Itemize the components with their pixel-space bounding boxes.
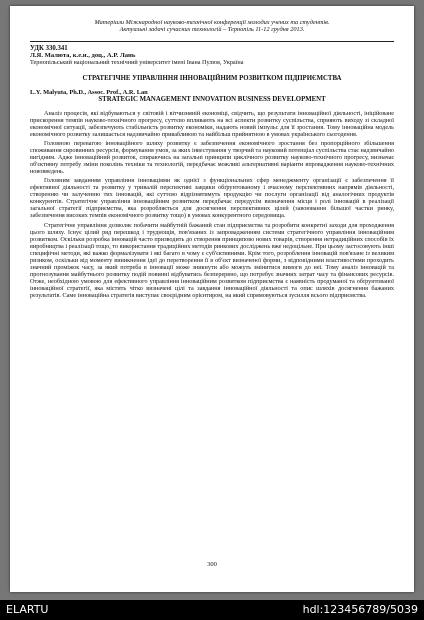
authors-ua: Л.Я. Малюта, к.е.н., доц., А.Р. Лань (30, 52, 136, 60)
affiliation: Тернопільський національний технічний університет імені Івана Пулюя, Україна (30, 59, 244, 67)
footer-handle: hdl:123456789/5039 (302, 603, 418, 616)
page-number: 300 (207, 561, 217, 568)
title-ua: СТРАТЕГІЧНЕ УПРАВЛІННЯ ІННОВАЦІЙНИМ РОЗВИТКОМ ПІДПРИЄМСТВА (82, 75, 342, 83)
conference-header (32, 19, 392, 34)
paragraph: Головною перевагою інноваційного шляху розвитку є забезпечення економічного зростання без пропорційного збільшення споживання сировинних ресурсів, формування умов, за яких інвестування у творчий та науковий потенціал суспільства стає надзвичайно вигідним. Аджe інноваційний розвиток, спираючись на загальні принципи циклічного розвитку науково-технічного прогресу, визначає об'єктивну потребу зміни поколінь техніки та технологій, передбачає можливі альтернативні варіанти впровадження науково-технічних нововведень. (30, 140, 394, 176)
article-body (30, 45, 394, 301)
document-page (10, 6, 414, 592)
header-divider (30, 41, 394, 42)
paragraph: Головним завданням управління інноваціями як однієї з функціональних сфер менеджменту організації є забезпечення її ефективної діяльності та розвитку у тривалій перспективі завдяки обґрунтованому і вчасному перспективних напрямів діяльності, створенню чи залученню тих інновацій, які суттєво відрізнятимуть продукцію чи послуги організації від аналогічних продуктів конкурентів. Стратегічне управління інноваційним розвитком передбачає передусім визначення місця і ролі інновацій в реалізації загальної стратегії підприємства, яка розробляється для досягнення перспективних цілей (завоювання більшої частки ринку, забезпечення високих темпів економічного розвитку тощо) в умовах конкурентного середовища. (30, 177, 394, 220)
paragraph: Аналіз процесів, які відбуваються у світовій і вітчизняній економіці, свідчить, що результати інноваційної діяльності, ініційоване прискорення темпів науково-технічного прогресу, суттєво впливають на всі аспекти розвитку суспільства, сприяють виходу зі складної економічної ситуації, забезпечують стабільність розвитку економіки, надають новий імпульс для її зростання. Тому інноваційна модель економічного розвитку залишається надзвичайно привабливою та найбільш прийнятною в умовах українського сьогодення. (30, 109, 394, 138)
title-en: STRATEGIC MANAGEMENT INNOVATION BUSINESS DEVELOPMENT (98, 95, 326, 103)
footer-bar (0, 600, 424, 620)
header-line-2: Актуальні задачі сучасних технологій – Тернопіль 11-12 грудня 2013. (119, 26, 305, 34)
paragraph: Стратегічне управління дозволяє побачити майбутній бажаний стан підприємства та розробити конкретні заходи для проходження цього шляху. Існує цілий ряд перешкод і труднощів, пов'язаних із запровадженням системи стратегічного управління інноваційним розвитком. Оскільки розробка інновацій часто призводить до створення принципово нових товарів, створення нетрадиційних способів їх виробництва і реалізації тощо, то використання традиційних методів ринкових досліджень вже недоцільне. При цьому застосовують інші специфічні методи, які важко формалізувати і які багато в чому є суб'єктивними. Крім того, розроблення інновацій пов'язане із великим ризиком, оскільки від моменту виникнення ідеї до перетворення її в об'єкт визначеної форми, з відповідними властивостями проходить значний проміжок часу, за який потреба в інновації може зникнути або можуть змінитися вимоги до неї. Тому аналіз інновацій та прогнозування майбутнього розвитку подій повинні відбуватись безперервно, що потребує значних затрат часу та фінансових ресурсів. Отже, необхідною умовою для ефективного управління інноваційним розвитком підприємства є наявність продуманої та обґрунтованої інноваційної стратегії, яка містить чітко визначені цілі та завдання інноваційної діяльності та опис шляхів досягнення бажаних результатів. Саме інноваційна стратегія виступає своєрідним орієнтиром, на який спрямовуються зусилля всього підприємства. (30, 221, 394, 299)
footer-repository-label: ELARTU (6, 603, 49, 616)
udk-code: УДК 330.341 (30, 45, 68, 52)
header-line-1: Матеріали Міжнародної науково-технічної конференції молодих учених та студентів. (94, 19, 330, 26)
authors-en: L.Y. Malyuta, Ph.D., Assoc. Prof., A.R. Lan (30, 88, 148, 96)
